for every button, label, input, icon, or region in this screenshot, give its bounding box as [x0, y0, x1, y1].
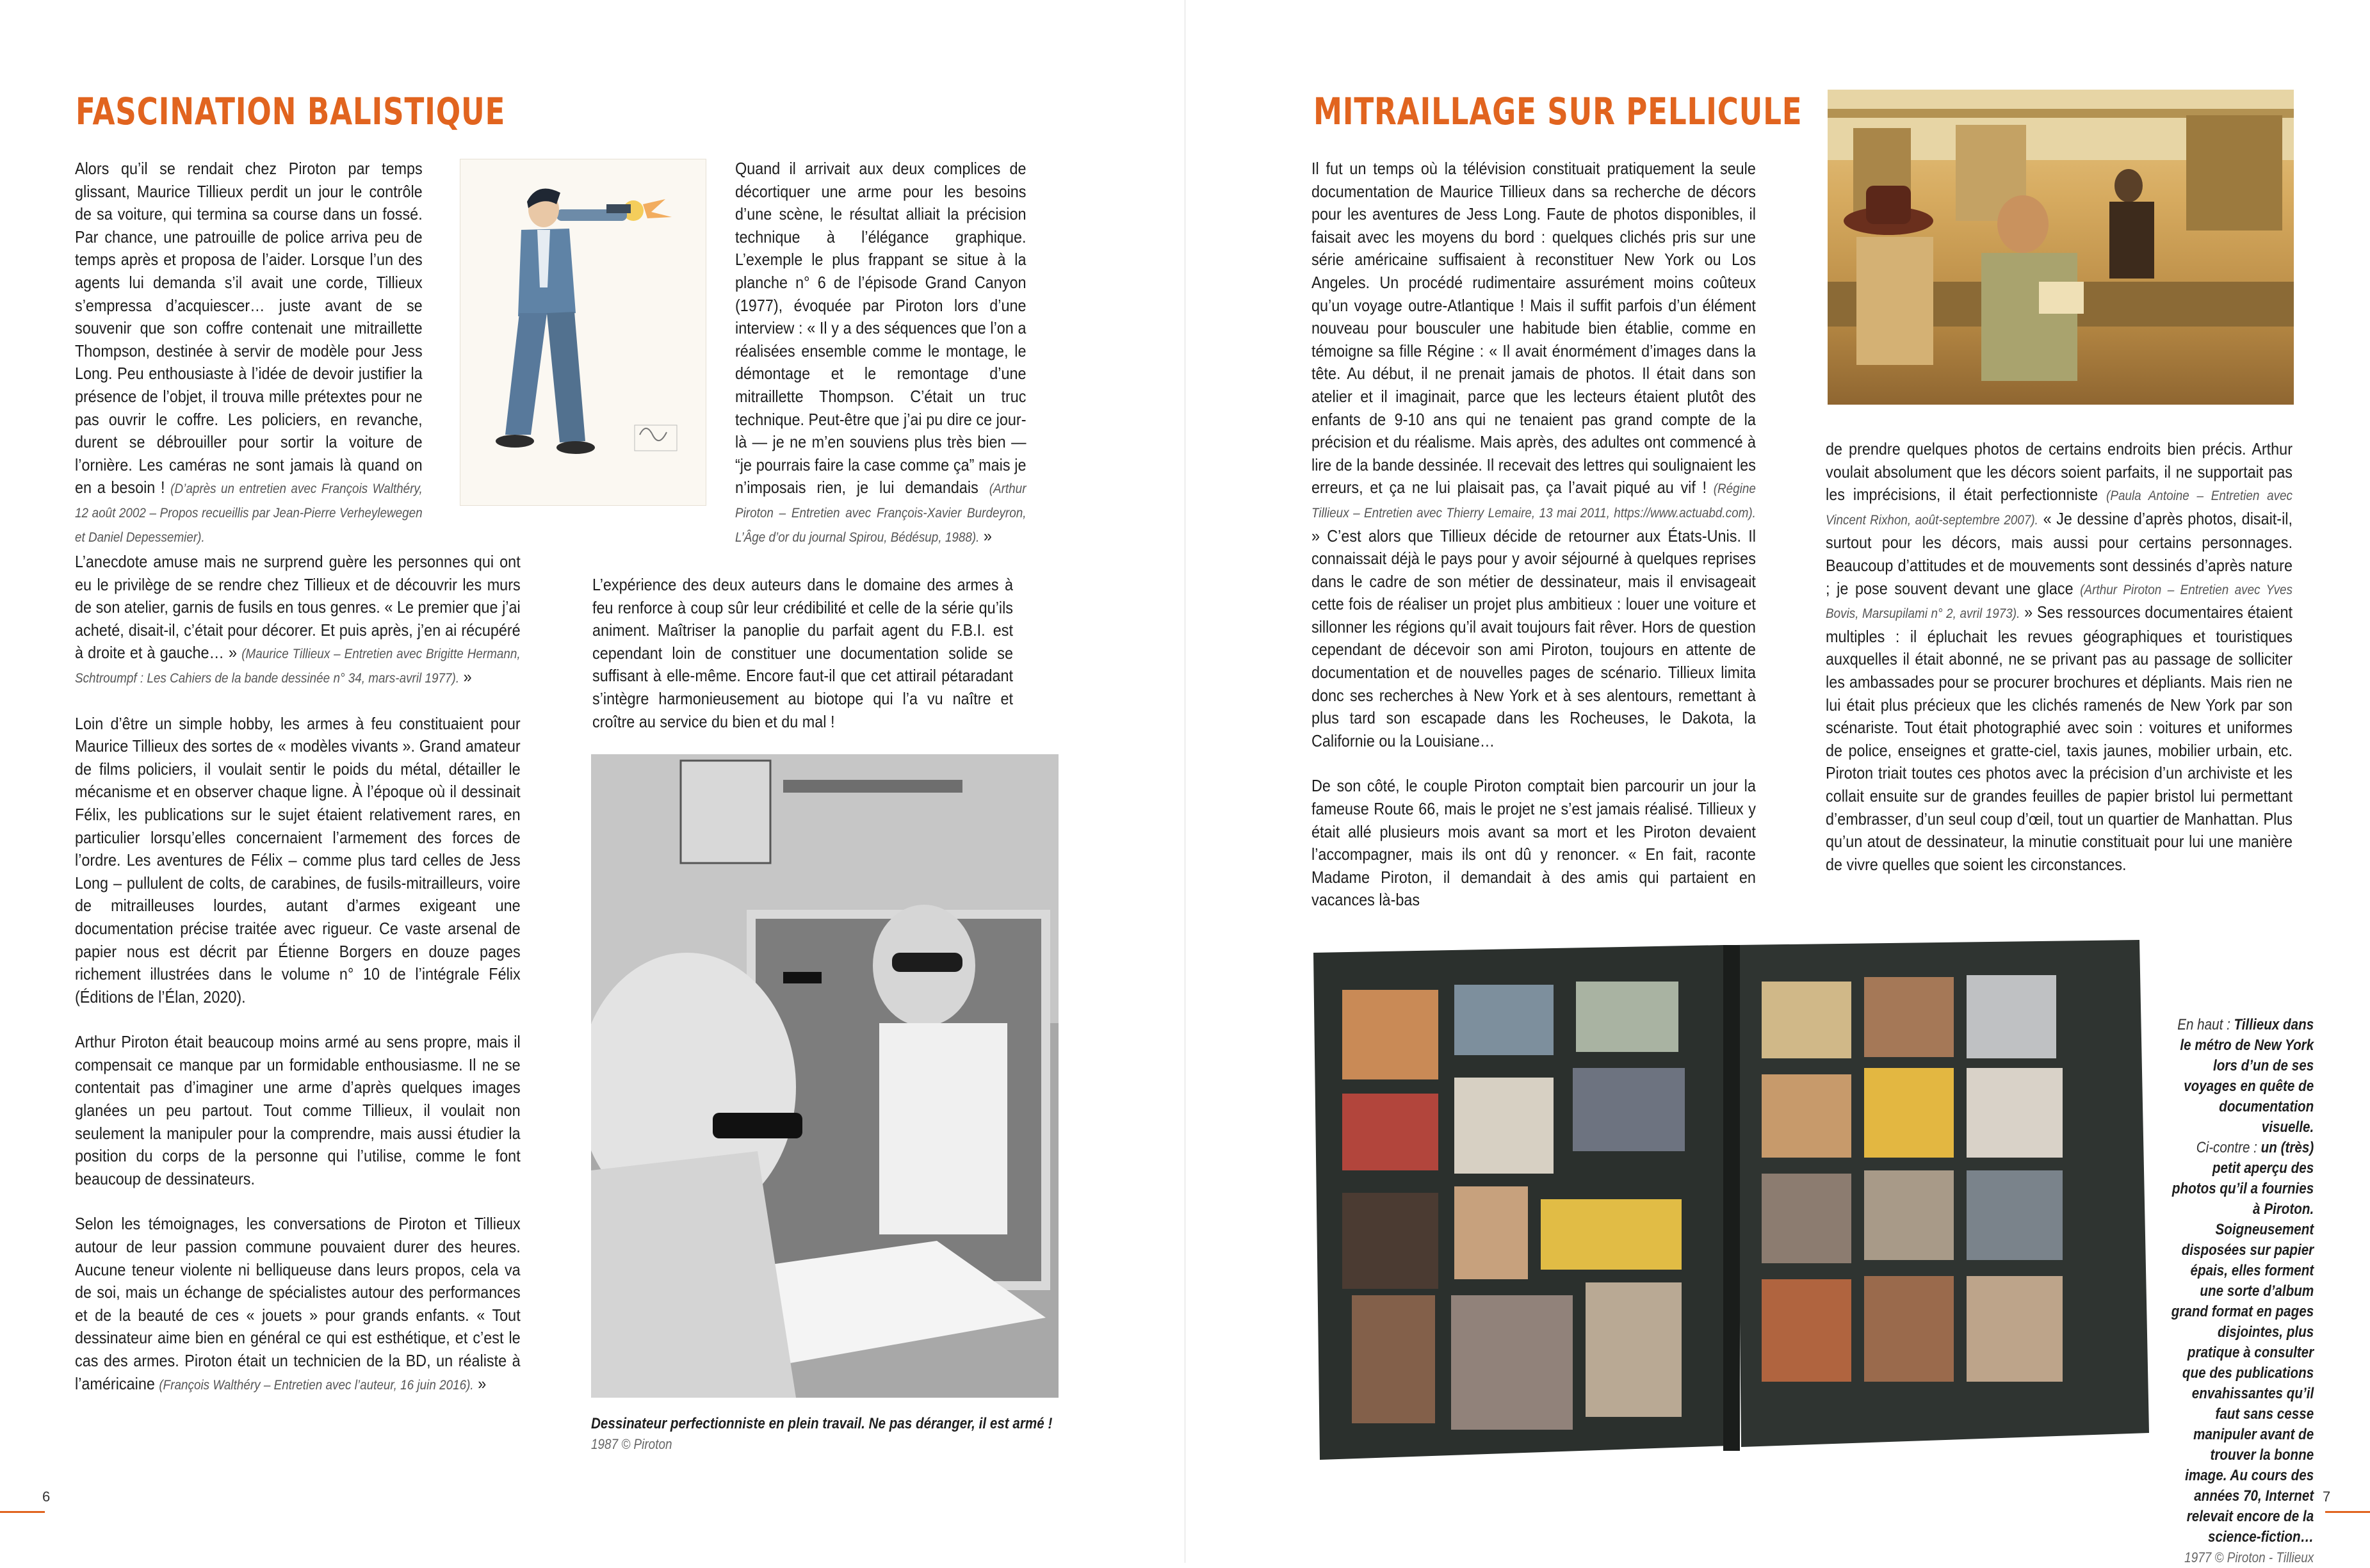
- artist-photo-drawing: [591, 754, 1059, 1398]
- section-title-mitraillage: MITRAILLAGE SUR PELLICULE: [1313, 90, 1803, 133]
- caption-top: [2165, 1015, 2314, 1138]
- gunman-drawing: [460, 159, 706, 505]
- paragraph: [735, 158, 1027, 549]
- caption-text: Tillieux dans le métro de New York lors d’un de ses voyages en quête de documentation visuelle.: [2180, 1016, 2314, 1136]
- text: »: [473, 1373, 487, 1393]
- paragraph: [1311, 158, 1756, 752]
- photo-album-drawing: [1313, 940, 2151, 1462]
- comic-gunman-illustration: [460, 159, 706, 506]
- paragraph: L’expérience des deux auteurs dans le domaine des armes à feu renforce à coup sûr leur crédibilité et celle de la série qu’ils animent. Maîtriser la panoplie du parfait agent du F.B.I. est cependant loin de constituer une documentation solide se suffisant à elle-même. Encore faut-il que cet attirail pétaradant s’intègre harmonieusement au biotope qui l’a vu naître et croître au service du bien et du mal !: [592, 575, 1013, 731]
- left-column-1-lower: [75, 551, 521, 1396]
- caption-intro: En haut :: [2177, 1016, 2234, 1033]
- page-number-left: 6: [42, 1489, 51, 1505]
- paragraph: Loin d’être un simple hobby, les armes à feu constituaient pour Maurice Tillieux des sortes de « modèles vivants ». Grand amateur de films policiers, il voulait sentir le poids du métal, détailler le mécanisme et en observer chaque ligne. À l’époque où il dessinait Félix, les publications sur le sujet étaient relativement rares, en particulier lorsqu’elles concernaient l’armement des forces de l’ordre. Les aventures de Félix – comme plus tard celles de Jess Long – pullulent de colts, de carabines, de fusils-mitrailleurs, voire de mitrailleuses lourdes, autant d’armes exigeant une documentation précise traitée avec rigueur. Ce vaste arsenal de papier nous est décrit par Étienne Borgers en douze pages richement illustrées dans le volume n° 10 de l’intégrale Félix (Éditions de l’Élan, 2020).: [75, 713, 521, 1006]
- caption-side: [2165, 1138, 2314, 1548]
- subway-photo-drawing: [1828, 90, 2294, 405]
- caption-intro: Ci-contre :: [2196, 1139, 2261, 1156]
- caption-credit: 1977 © Piroton - Tillieux: [2184, 1549, 2314, 1565]
- caption-credit: 1987 © Piroton: [591, 1436, 672, 1452]
- paragraph: [75, 1213, 521, 1396]
- left-photo-caption: [591, 1414, 1059, 1455]
- caption-text: Dessinateur perfectionniste en plein travail. Ne pas déranger, il est armé !: [591, 1415, 1053, 1432]
- left-column-1: [75, 158, 423, 549]
- paragraph: De son côté, le couple Piroton comptait bien parcourir un jour la fameuse Route 66, mais le projet ne s’est jamais réalisé. Tillieux y était allé plusieurs mois avant sa mort et les Piroton devaient l’accompagner, mais ils ont dû y renoncer. « En fait, raconte Madame Piroton, il demandait à des amis qui partaient en vacances là-bas: [1311, 776, 1756, 910]
- subway-photo: [1828, 90, 2294, 405]
- left-page: [0, 0, 1185, 1563]
- text: de prendre quelques photos de certains endroits bien précis. Arthur voulait absolument que les décors soient parfaits, il ne supportait pas les imprécisions, il était perfectionniste: [1826, 439, 2293, 505]
- photo-album: [1313, 940, 2151, 1462]
- artist-at-work-photo: [591, 754, 1059, 1398]
- paragraph: [75, 158, 423, 549]
- text: Quand il arrivait aux deux complices de décortiquer une arme pour les besoins d’une scène, le résultat alliait la précision technique à l’élégance graphique. L’exemple le plus frappant se situe à la planche n° 6 de l’épisode Grand Canyon (1977), évoquée par Piroton lors d’une interview : « Il y a des séquences que l’on a réalisées ensemble comme le montage, le démontage et le remontage d’une mitraillette Thompson. C’était un truc technique. Peut-être que j’ai pu dire ce jour-là — je ne m’en souviens plus très bien — “je pourrais faire la case comme ça” mais je n’imposais rien, je lui demandais: [735, 159, 1027, 497]
- page-number-right: 7: [2323, 1489, 2331, 1505]
- text: Il fut un temps où la télévision constituait pratiquement la seule documentation de Maurice Tillieux dans sa recherche de décors pour les aventures de Jess Long. Faute de photos disponibles, il faisait avec les moyens du bord : quelques clichés pris sur une série américaine suffisaient à reconstituer New York ou Los Angeles. Un procédé rudimentaire assurément moins coûteux qu’un voyage outre-Atlantique ! Mais il suffit parfois d’un élément nouveau pour bousculer une habitude bien établie, comme en témoigne sa fille Régine : « Il avait énormément d’images dans la tête. Au début, il ne prenait jamais de photos. Il était dans son atelier et il imaginait, parce que les lecteurs étaient plutôt des enfants de 9-10 ans qui ne tenaient pas grand compte de la précision et du réalisme. Mais après, des adultes ont commencé à lire de la bande dessinée. Il recevait des lettres qui soulignaient les erreurs, et ça ne lui plaisait pas, ça l’avait piqué au vif !: [1311, 159, 1756, 497]
- reference: (Arthur Piroton – Entretien avec François-Xavier Burdeyron, L’Âge d’or du journal Spirou, Bédésup, 1988).: [735, 481, 1027, 545]
- left-column-2-lower: [592, 574, 1013, 733]
- right-page: [1185, 0, 2370, 1563]
- text: L’anecdote amuse mais ne surprend guère les personnes qui ont eu le privilège de se rendre chez Tillieux et de découvrir les murs de son atelier, garnis de fusils en tous genres. « Le premier que j’ai acheté, disait-il, c’était pour décorer. Et puis après, j’en ai récupéré à droite et à gauche… »: [75, 552, 521, 663]
- text: Selon les témoignages, les conversations de Piroton et Tillieux autour de leur passion commune pouvaient durer des heures. Aucune teneur violente ni belliqueuse dans leurs propos, cela va de soi, mais un échange de spécialistes autour des performances et de la beauté de ces « jouets » pour grands enfants. « Tout dessinateur aime bien en général ce qui est esthétique, et c’est le cas des armes. Piroton était un technicien de la BD, un réaliste à l’américaine: [75, 1214, 521, 1393]
- text: » Ses ressources documentaires étaient multiples : il épluchait les revues géographiques et touristiques auxquelles il était abonné, ne se privant pas au passage de solliciter les ambassades pour se procurer brochures et dépliants. Mais rien ne lui était plus précieux que les clichés ramenés de New York par son scénariste. Tout était photographié avec soin : voitures et uniformes de police, enseignes et gratte-ciel, taxis jaunes, mobilier urbain, etc. Piroton triait toutes ces photos avec la précision d’un archiviste et les collait ensuite sur de grandes feuilles de papier bristol lui permettant d’embrasser, d’un seul coup d’œil, tout un quartier de Manhattan. Plus qu’un atout de dessinateur, la minutie constituait pour lui une manière de vivre quelles que soient les circonstances.: [1826, 602, 2293, 874]
- text: Alors qu’il se rendait chez Piroton par temps glissant, Maurice Tillieux perdit un jour le contrôle de sa voiture, qui termina sa course dans un fossé. Par chance, une patrouille de police arriva peu de temps après et proposa de l’aider. Lorsque l’un des agents lui demanda s’il avait une corde, Tillieux s’empressa d’acquiescer… juste avant de se souvenir que son coffre contenait une mitraillette Thompson, destinée à servir de modèle pour Jess Long. Peu enthousiaste à l’idée de devoir justifier la présence de l’objet, il trouva mille prétextes pour ne pas ouvrir le coffre. Les policiers, en revanche, durent se débrouiller pour sortir la voiture de l’ornière. Les caméras ne sont jamais là quand on en a besoin !: [75, 159, 423, 497]
- folio-rule: [0, 1511, 45, 1513]
- text: »: [979, 526, 992, 546]
- section-title-fascination: FASCINATION BALISTIQUE: [76, 90, 506, 133]
- reference: (D’après un entretien avec François Walthéry, 12 août 2002 – Propos recueillis par Jean-Pierre Verheylewegen et Daniel Depessemier).: [75, 481, 423, 545]
- reference: (Maurice Tillieux – Entretien avec Brigitte Hermann, Schtroumpf : Les Cahiers de la bande dessinée n° 34, mars-avril 1977).: [75, 647, 521, 686]
- paragraph: L’anecdote amuse mais ne surprend guère les personnes qui ont eu le privilège de se rendre chez Tillieux et de découvrir les murs de son atelier, garnis de fusils en tous genres. « Le premier que j’ai acheté, disait-il, c’était pour décorer. Et puis après, j’en ai récupéré à droite et à gauche… » (Maurice Tillieux – Entretien avec Brigitte Hermann, Schtroumpf : Les Cahiers de la bande dessinée n° 34, mars-avril 1977). »: [75, 552, 521, 686]
- text: » C’est alors que Tillieux décide de retourner aux États-Unis. Il connaissait déjà le pays pour y avoir séjourné à quelques reprises dans le cadre de son métier de dessinateur, mais il envisageait cette fois de réaliser un projet plus ambitieux : louer une voiture et sillonner les régions qu’il avait toujours fait rêver. Hors de question cependant de décevoir son ami Piroton, toujours en attente de documentation et de nouvelles pages de scénario. Tillieux limita donc ses recherches à New York et à ses alentours, remettant à plus tard son escapade dans les Rocheuses, le Dakota, la Californie ou la Louisiane…: [1311, 526, 1756, 750]
- paragraph: Arthur Piroton était beaucoup moins armé au sens propre, mais il compensait ce manque par un formidable enthousiasme. Il ne se contentait pas d’imaginer une arme d’après quelques images glanées un peu partout. Tout comme Tillieux, il voulait non seulement la manipuler pour la comprendre, mais aussi étudier la position du corps de la personne qui l’utilise, comme le font beaucoup de dessinateurs.: [75, 1032, 521, 1188]
- folio-rule: [2325, 1511, 2370, 1513]
- paragraph: [1826, 438, 2293, 876]
- reference: (François Walthéry – Entretien avec l’auteur, 16 juin 2016).: [159, 1377, 474, 1393]
- right-photo-caption: [2165, 1015, 2314, 1568]
- text: « Je dessine d’après photos, disait-il, surtout pour les décors, mais aussi pour certains personnages. Beaucoup d’attitudes et de mouvements sont dessinés d’après nature ; je pose souvent devant une glace: [1826, 508, 2293, 598]
- left-column-2: [735, 158, 1027, 549]
- reference: (Arthur Piroton – Entretien avec Yves Bovis, Marsupilami n° 2, avril 1973).: [1826, 582, 2293, 622]
- caption-text: un (très) petit aperçu des photos qu’il a fournies à Piroton. Soigneusement disposées sur papier épais, elles forment une sorte d’album grand format en pages disjointes, plus pratique à consulter que des publications envahissantes qu’il faut sans cesse manipuler avant de trouver la bonne image. Au cours des années 70, Internet relevait encore de la science-fiction…: [2171, 1139, 2314, 1546]
- right-column-1: [1311, 158, 1756, 912]
- reference: (Paula Antoine – Entretien avec Vincent Rixhon, août-septembre 2007).: [1826, 489, 2293, 528]
- reference: (Régine Tillieux – Entretien avec Thierry Lemaire, 13 mai 2011, https://www.actuabd.com).: [1311, 481, 1756, 521]
- right-column-2: [1826, 438, 2293, 876]
